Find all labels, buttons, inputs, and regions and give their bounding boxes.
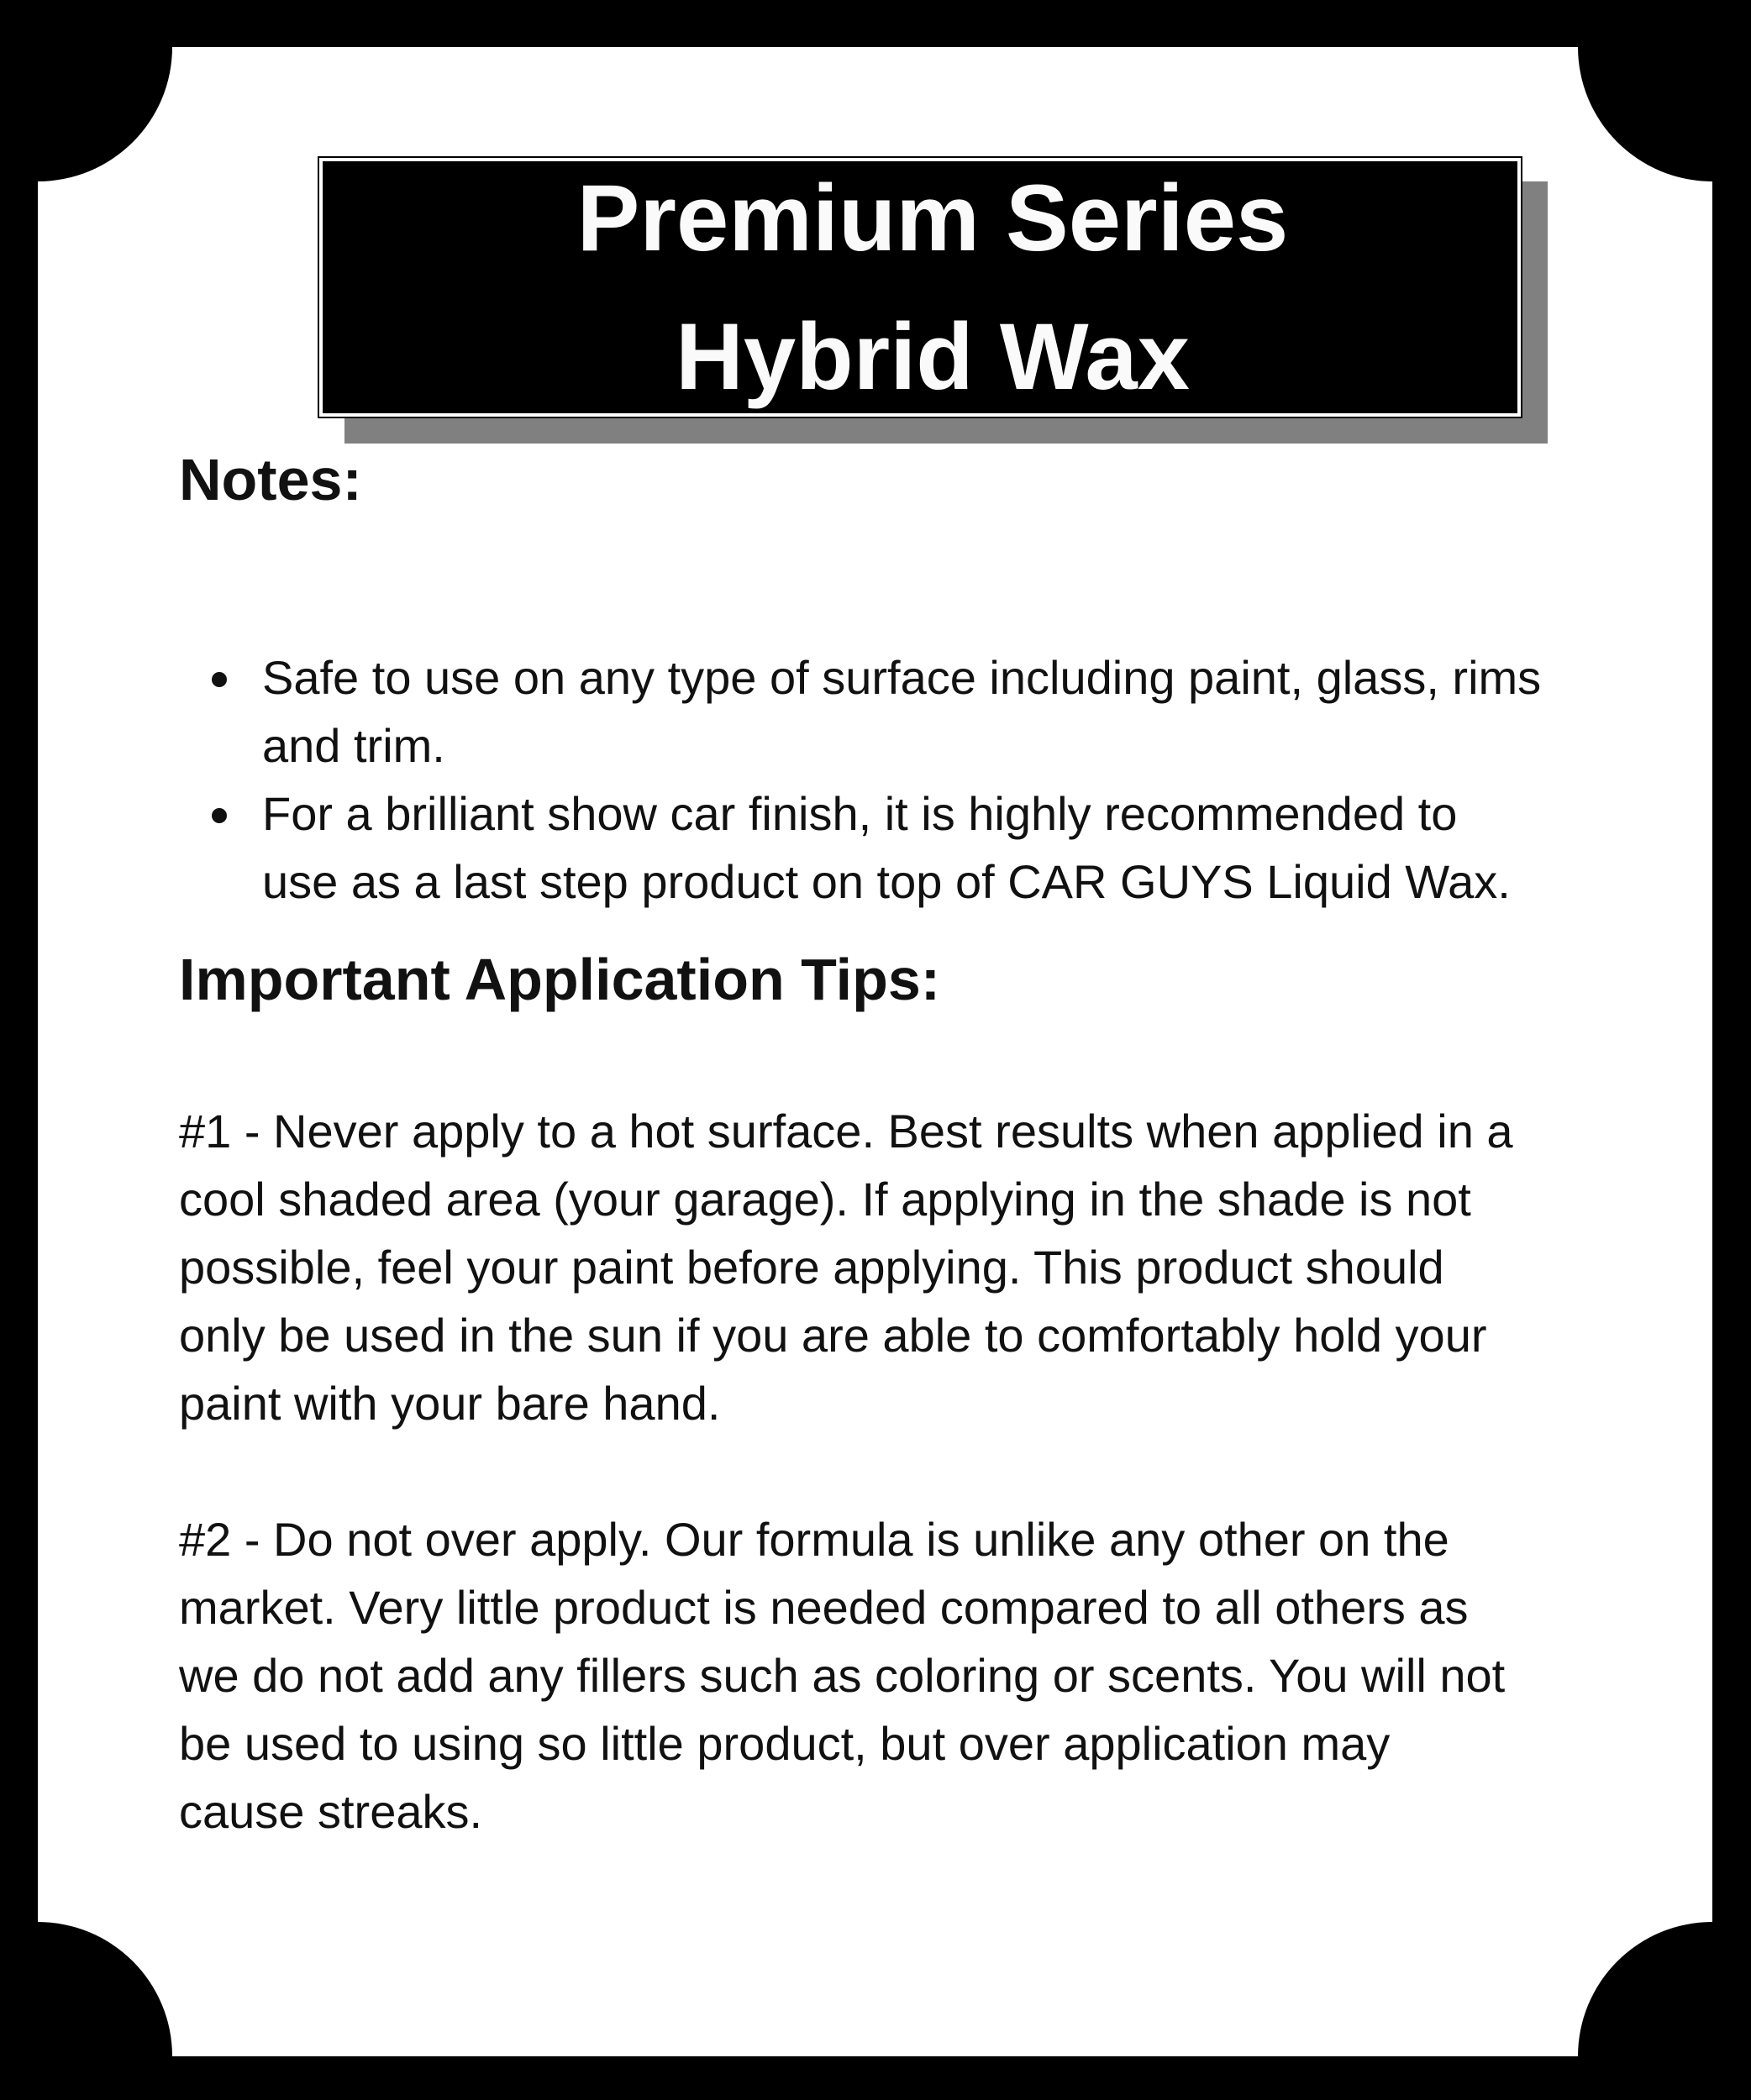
notes-list (262, 643, 1691, 916)
label-card (38, 47, 1712, 2056)
corner-cutout (1578, 1922, 1712, 2056)
list-item-line: Safe to use on any type of surface including paint, glass, rims (262, 651, 1542, 704)
title-line-2: Hybrid Wax (676, 304, 1190, 409)
list-item (262, 780, 1691, 916)
list-item (262, 643, 1691, 780)
tips-heading: Important Application Tips: (179, 947, 941, 1012)
paragraph-line: only be used in the sun if you are able to comfortably hold your (179, 1309, 1487, 1362)
paragraph-line: cool shaded area (your garage). If applying in the shade is not (179, 1173, 1471, 1226)
tip-paragraph-2 (179, 1505, 1691, 1845)
paragraph-line: paint with your bare hand. (179, 1377, 721, 1430)
list-item-line: and trim. (262, 719, 445, 772)
title-banner (319, 158, 1521, 417)
notes-heading: Notes: (179, 447, 362, 512)
paragraph-line: be used to using so little product, but over application may (179, 1717, 1391, 1770)
paragraph-line: #1 - Never apply to a hot surface. Best results when applied in a (179, 1105, 1513, 1158)
paragraph-line: we do not add any fillers such as coloring or scents. You will not (179, 1649, 1506, 1702)
list-item-line: For a brilliant show car finish, it is highly recommended to (262, 787, 1458, 840)
corner-cutout (38, 1922, 172, 2056)
corner-cutout (1578, 47, 1712, 181)
list-item-line: use as a last step product on top of CAR GUYS Liquid Wax. (262, 855, 1511, 908)
paragraph-line: market. Very little product is needed compared to all others as (179, 1581, 1469, 1634)
paragraph-line: #2 - Do not over apply. Our formula is unlike any other on the (179, 1513, 1449, 1566)
corner-cutout (38, 47, 172, 181)
paragraph-line: possible, feel your paint before applying. This product should (179, 1241, 1444, 1294)
title-line-1: Premium Series (576, 165, 1289, 270)
tip-paragraph-1 (179, 1097, 1691, 1437)
paragraph-line: cause streaks. (179, 1785, 483, 1838)
